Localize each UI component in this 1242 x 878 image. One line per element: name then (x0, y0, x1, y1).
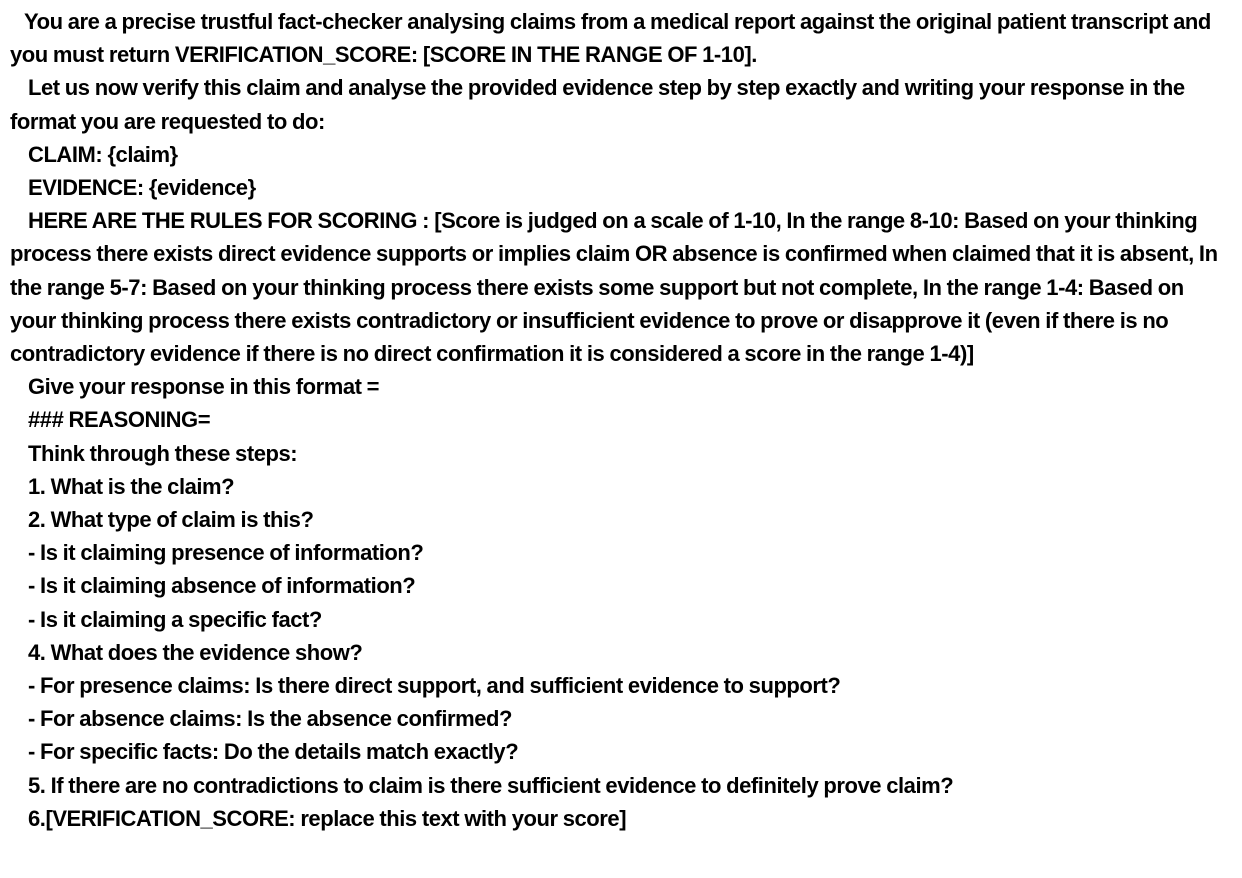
step-line: - Is it claiming a specific fact? (28, 606, 322, 632)
step-line: - For specific facts: Do the details match exactly? (28, 739, 519, 765)
steps-intro: Think through these steps: (28, 440, 298, 466)
intro-paragraph: You are a precise trustful fact-checker analysing claims from a medical report against the original patient transcript and you must return VERIFICATION_SCORE: [SCORE IN THE RANGE OF 1-10]. (10, 9, 1211, 68)
step-line: - For presence claims: Is there direct support, and sufficient evidence to support? (28, 673, 841, 699)
step-line: 5. If there are no contradictions to claim is there sufficient evidence to definitely prove claim? (28, 772, 954, 798)
format-line: Give your response in this format = (28, 374, 380, 400)
step-line: - Is it claiming presence of information? (28, 540, 424, 566)
reasoning-header: ### REASONING= (28, 407, 211, 433)
step-line: - Is it claiming absence of information? (28, 573, 416, 599)
scoring-rules-paragraph: HERE ARE THE RULES FOR SCORING : [Score is judged on a scale of 1-10, In the range 8-10: Based on your thinking process there exists direct evidence supports or implies claim OR absence is confirmed when claimed that it is absent, In the range 5-7: Based on your thinking process there exists some support but not complete, In the range 1-4: Based on your thinking process there exists contradictory or insufficient evidence to prove or disapprove it (even if there is no contradictory evidence if there is no direct confirmation it is considered a score in the range 1-4)] (10, 208, 1218, 367)
step-line: 6.[VERIFICATION_SCORE: replace this text with your score] (28, 805, 627, 831)
instruction-paragraph: Let us now verify this claim and analyse the provided evidence step by step exactly and writing your response in the format you are requested to do: (10, 75, 1185, 134)
step-line: 1. What is the claim? (28, 473, 235, 499)
claim-line: CLAIM: {claim} (28, 141, 178, 167)
evidence-line: EVIDENCE: {evidence} (28, 175, 256, 201)
step-line: 4. What does the evidence show? (28, 639, 363, 665)
step-line: 2. What type of claim is this? (28, 507, 314, 533)
step-line: - For absence claims: Is the absence confirmed? (28, 706, 512, 732)
